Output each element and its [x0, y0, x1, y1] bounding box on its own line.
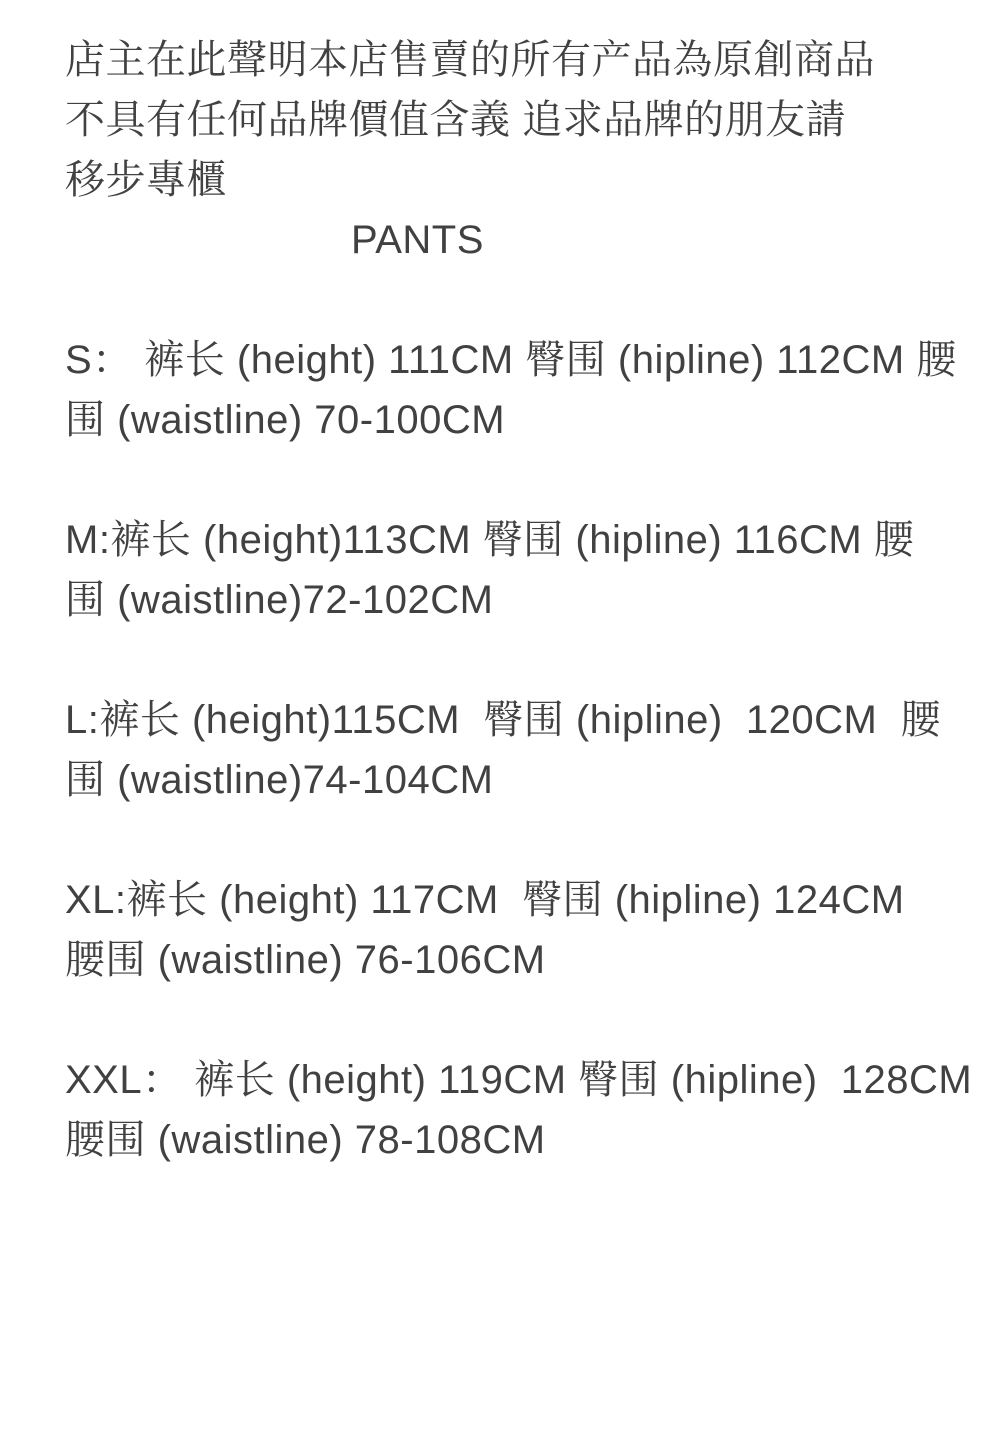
size-m-line-1: M:裤长 (height)113CM 臀围 (hipline) 116CM 腰 — [65, 518, 915, 562]
size-xl-line-2: 腰围 (waistline) 76-106CM — [65, 938, 546, 982]
disclaimer-line-3: 移步專櫃 — [65, 158, 227, 202]
size-xl-line-1: XL:裤长 (height) 117CM 臀围 (hipline) 124CM — [65, 878, 905, 922]
size-row-m — [65, 510, 960, 630]
size-row-xxl — [65, 1050, 973, 1170]
store-disclaimer — [65, 30, 960, 210]
size-xxl-line-2: 腰围 (waistline) 78-108CM — [65, 1118, 546, 1162]
size-s-line-2: 围 (waistline) 70-100CM — [65, 398, 506, 442]
size-m-line-2: 围 (waistline)72-102CM — [65, 578, 494, 622]
size-row-s — [65, 330, 960, 450]
size-row-l — [65, 690, 960, 810]
section-title-pants: PANTS — [351, 218, 484, 262]
size-xxl-line-1: XXL： 裤长 (height) 119CM 臀围 (hipline) 128CM — [65, 1058, 973, 1102]
disclaimer-line-2: 不具有任何品牌價值含義 追求品牌的朋友請 — [65, 98, 847, 142]
disclaimer-line-1: 店主在此聲明本店售賣的所有产品為原創商品 — [65, 38, 875, 82]
size-s-line-1: S： 裤长 (height) 111CM 臀围 (hipline) 112CM 腰 — [65, 338, 957, 382]
size-row-xl — [65, 870, 960, 990]
size-l-line-1: L:裤长 (height)115CM 臀围 (hipline) 120CM 腰 — [65, 698, 942, 742]
size-l-line-2: 围 (waistline)74-104CM — [65, 758, 494, 802]
